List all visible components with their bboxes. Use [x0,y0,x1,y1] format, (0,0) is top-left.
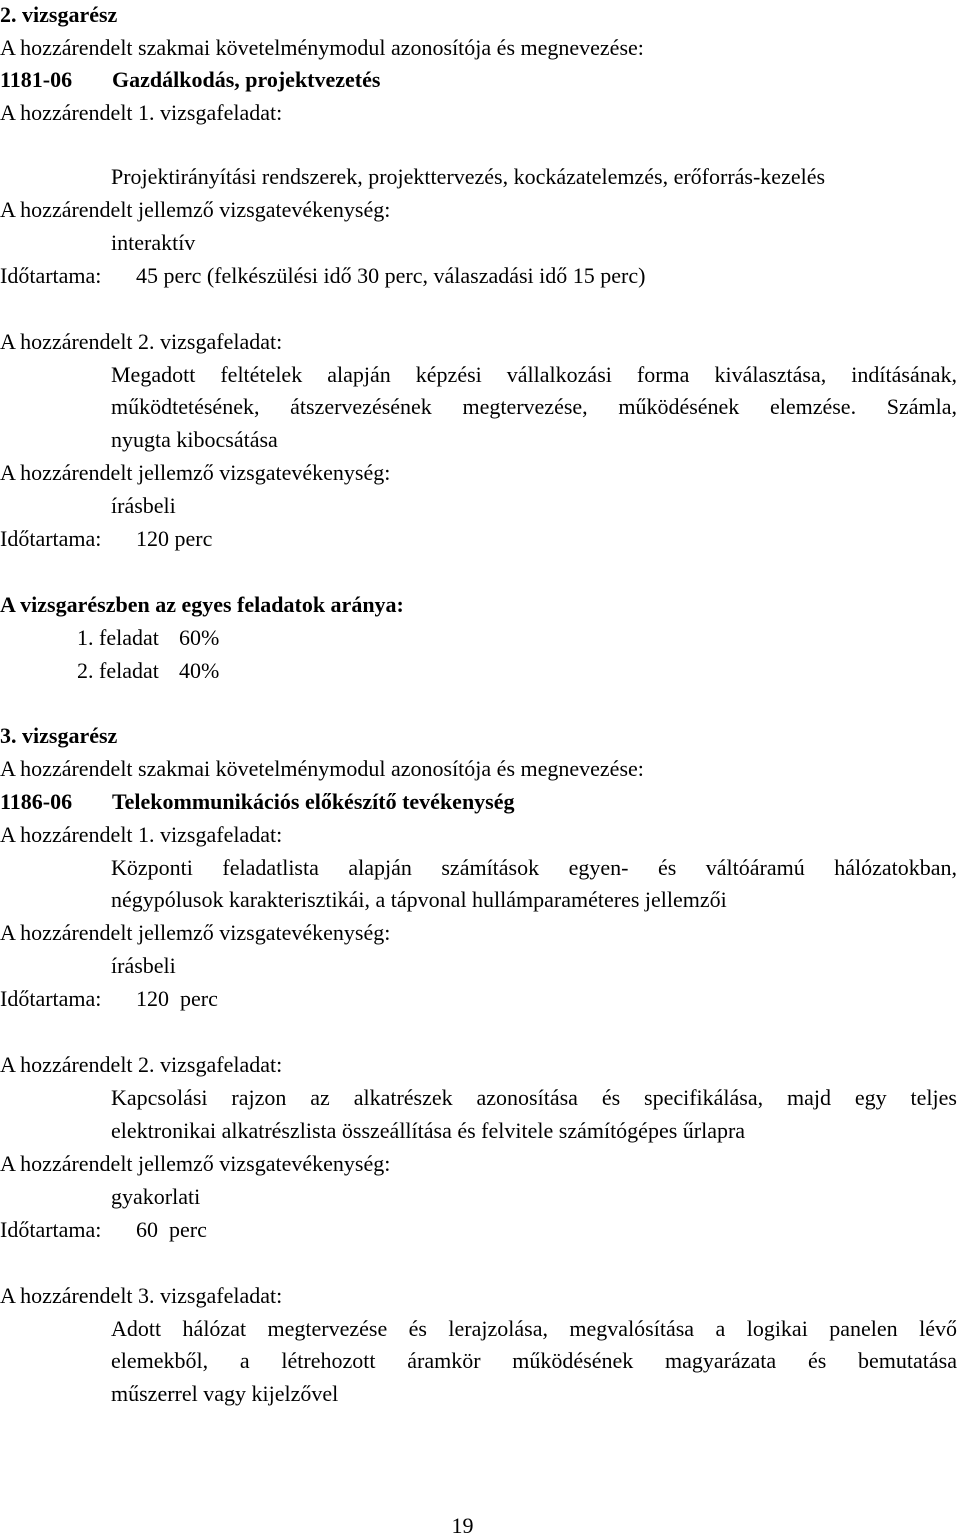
part2-task1-duration [0,263,645,289]
part3-task1-text-line: Központi feladatlista alapján számítások egyen- és váltóáramú hálózatokban, [111,855,957,880]
part2-task2-activity-label: A hozzárendelt jellemző vizsgatevékenység: [0,460,391,485]
part2-module-code: 1181-06 [0,67,73,92]
part3-task2-duration-label: Időtartama: [0,1217,102,1242]
part3-heading: 3. vizsgarész [0,723,118,748]
part2-task1-duration-value: 45 perc (felkészülési idő 30 perc, válaszadási idő 15 perc) [136,263,646,288]
ratio-row [77,658,219,684]
part3-task3-text-line: Adott hálózat megtervezése és lerajzolása, megvalósítása a logikai panelen lévő [111,1316,957,1341]
part3-module-code: 1186-06 [0,789,73,814]
part3-task3-label: A hozzárendelt 3. vizsgafeladat: [0,1283,283,1308]
part3-task2-activity: gyakorlati [111,1184,201,1209]
part3-task2-activity-label: A hozzárendelt jellemző vizsgatevékenység: [0,1151,391,1176]
part2-task1-duration-label: Időtartama: [0,263,102,288]
ratio-row [77,625,219,651]
part3-module-label: A hozzárendelt szakmai követelménymodul azonosítója és megnevezése: [0,756,644,781]
part3-task3-text-line: elemekből, a létrehozott áramkör működésének magyarázata és bemutatása [111,1348,957,1373]
part2-task2-text-line: Megadott feltételek alapján képzési vállalkozási forma kiválasztása, indításának, [111,362,957,387]
part2-heading: 2. vizsgarész [0,2,118,27]
part3-module-name: Telekommunikációs előkészítő tevékenység [112,789,515,814]
part2-module-label: A hozzárendelt szakmai követelménymodul azonosítója és megnevezése: [0,35,644,60]
part3-task1-label: A hozzárendelt 1. vizsgafeladat: [0,822,283,847]
part3-task3-text-line: műszerrel vagy kijelzővel [111,1381,339,1406]
part2-task2-duration [0,526,212,552]
page-number: 19 [451,1513,474,1538]
part3-task1-duration [0,986,218,1012]
ratio-task: 1. feladat [77,625,159,650]
part3-task1-duration-value: 120 perc [136,986,218,1011]
part2-task2-duration-label: Időtartama: [0,526,102,551]
part2-ratio-heading: A vizsgarészben az egyes feladatok aránya: [0,592,404,617]
part2-task1-text: Projektirányítási rendszerek, projekttervezés, kockázatelemzés, erőforrás-kezelés [111,164,826,189]
ratio-task: 2. feladat [77,658,159,683]
part2-module [0,67,380,93]
ratio-value: 60% [179,625,220,650]
part2-task2-duration-value: 120 perc [136,526,213,551]
part2-task2-activity: írásbeli [111,493,176,518]
part2-task1-activity-label: A hozzárendelt jellemző vizsgatevékenység: [0,197,391,222]
part3-task2-text-line: elektronikai alkatrészlista összeállítása és felvitele számítógépes űrlapra [111,1118,746,1143]
part2-task1-label: A hozzárendelt 1. vizsgafeladat: [0,100,283,125]
part3-task1-activity: írásbeli [111,953,176,978]
part2-task1-activity: interaktív [111,230,196,255]
part3-task2-label: A hozzárendelt 2. vizsgafeladat: [0,1052,283,1077]
ratio-value: 40% [179,658,220,683]
part3-module [0,789,515,815]
part2-task2-text-line: nyugta kibocsátása [111,427,278,452]
part3-task1-text-line: négypólusok karakterisztikái, a tápvonal hullámparaméteres jellemzői [111,887,727,912]
part2-module-name: Gazdálkodás, projektvezetés [112,67,381,92]
part2-task2-text-line: működtetésének, átszervezésének megtervezése, működésének elemzése. Számla, [111,394,957,419]
part3-task2-text-line: Kapcsolási rajzon az alkatrészek azonosítása és specifikálása, majd egy teljes [111,1085,957,1110]
part3-task2-duration-value: 60 perc [136,1217,207,1242]
part3-task1-activity-label: A hozzárendelt jellemző vizsgatevékenység: [0,920,391,945]
part3-task1-duration-label: Időtartama: [0,986,102,1011]
part2-task2-label: A hozzárendelt 2. vizsgafeladat: [0,329,283,354]
part3-task2-duration [0,1217,207,1243]
